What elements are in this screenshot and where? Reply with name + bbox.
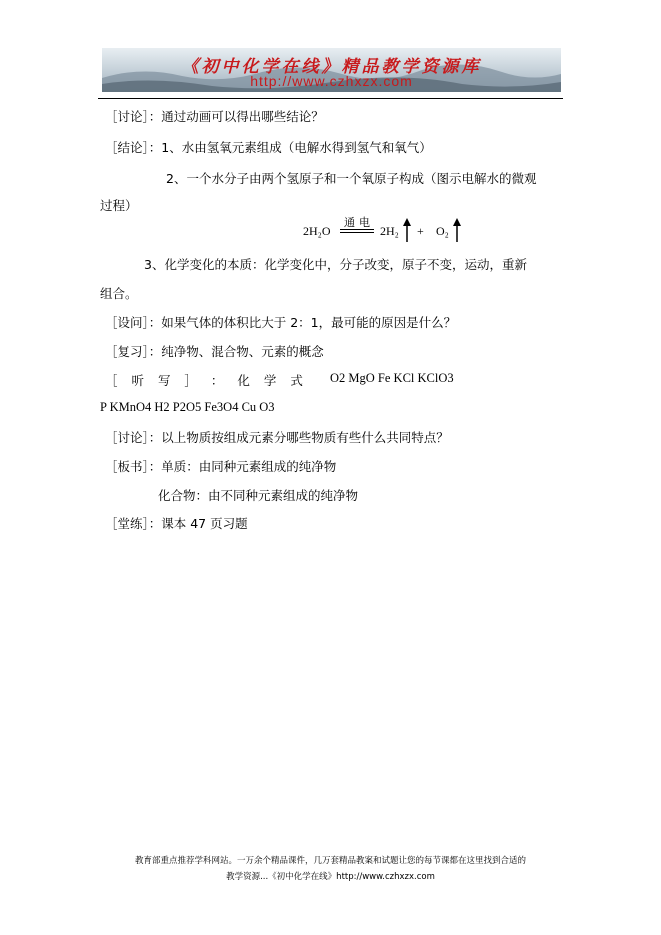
banner-url[interactable]: http://www.czhxzx.com	[250, 73, 413, 89]
footer-line-1: 教育部重点推荐学科网站。一万余个精品课件，几万套精品教案和试题让您的每节课都在这里找到合适的	[134, 856, 526, 866]
equation-reactant: 2H₂O	[303, 224, 331, 238]
equation-double-line-bottom	[340, 232, 374, 233]
conclusion-3b: 组合。	[100, 286, 138, 301]
board-2: 化合物：由不同种元素组成的纯净物	[158, 488, 359, 503]
gas-arrow-up-icon	[453, 218, 461, 242]
equation-double-line-top	[340, 229, 374, 230]
equation-plus: +	[417, 224, 424, 238]
conclusion-2a: 2、一个水分子由两个氢原子和一个氧原子构成（图示电解水的微观	[166, 171, 537, 186]
header-banner	[102, 48, 561, 92]
discuss-2: ［讨论］：以上物质按组成元素分哪些物质有些什么共同特点？	[105, 430, 449, 445]
footer-line-2: 教学资源...《初中化学在线》http://www.czhxzx.com	[226, 872, 435, 882]
equation-product-1: 2H₂	[380, 224, 399, 238]
board-1: ［板书］：单质：由同种元素组成的纯净物	[105, 459, 337, 474]
dictation-items-2: P KMnO4 H2 P2O5 Fe3O4 Cu O3	[100, 400, 275, 414]
dictation-label: ［ 听 写 ］ ： 化 学 式	[105, 373, 303, 388]
banner-title: 《初中化学在线》精品教学资源库	[181, 57, 482, 77]
discuss-1: ［讨论］：通过动画可以得出哪些结论？	[105, 109, 324, 124]
equation-product-2: O₂	[436, 224, 449, 238]
dictation-items-1: O2 MgO Fe KCl KClO3	[330, 371, 454, 385]
practice: ［堂练］：课本 47 页习题	[105, 516, 248, 531]
header-divider	[98, 98, 563, 99]
electrolysis-equation	[300, 215, 470, 245]
equation-condition: 通电	[344, 216, 374, 229]
conclusion-2b: 过程）	[100, 198, 138, 213]
question: ［设问］：如果气体的体积比大于 2：1，最可能的原因是什么？	[105, 315, 457, 330]
gas-arrow-up-icon	[403, 218, 411, 242]
conclusion-1: ［结论］：1、水由氢氧元素组成（电解水得到氢气和氧气）	[105, 140, 432, 155]
review: ［复习］：纯净物、混合物、元素的概念	[105, 344, 324, 359]
conclusion-3a: 3、化学变化的本质：化学变化中，分子改变，原子不变，运动，重新	[144, 257, 527, 272]
